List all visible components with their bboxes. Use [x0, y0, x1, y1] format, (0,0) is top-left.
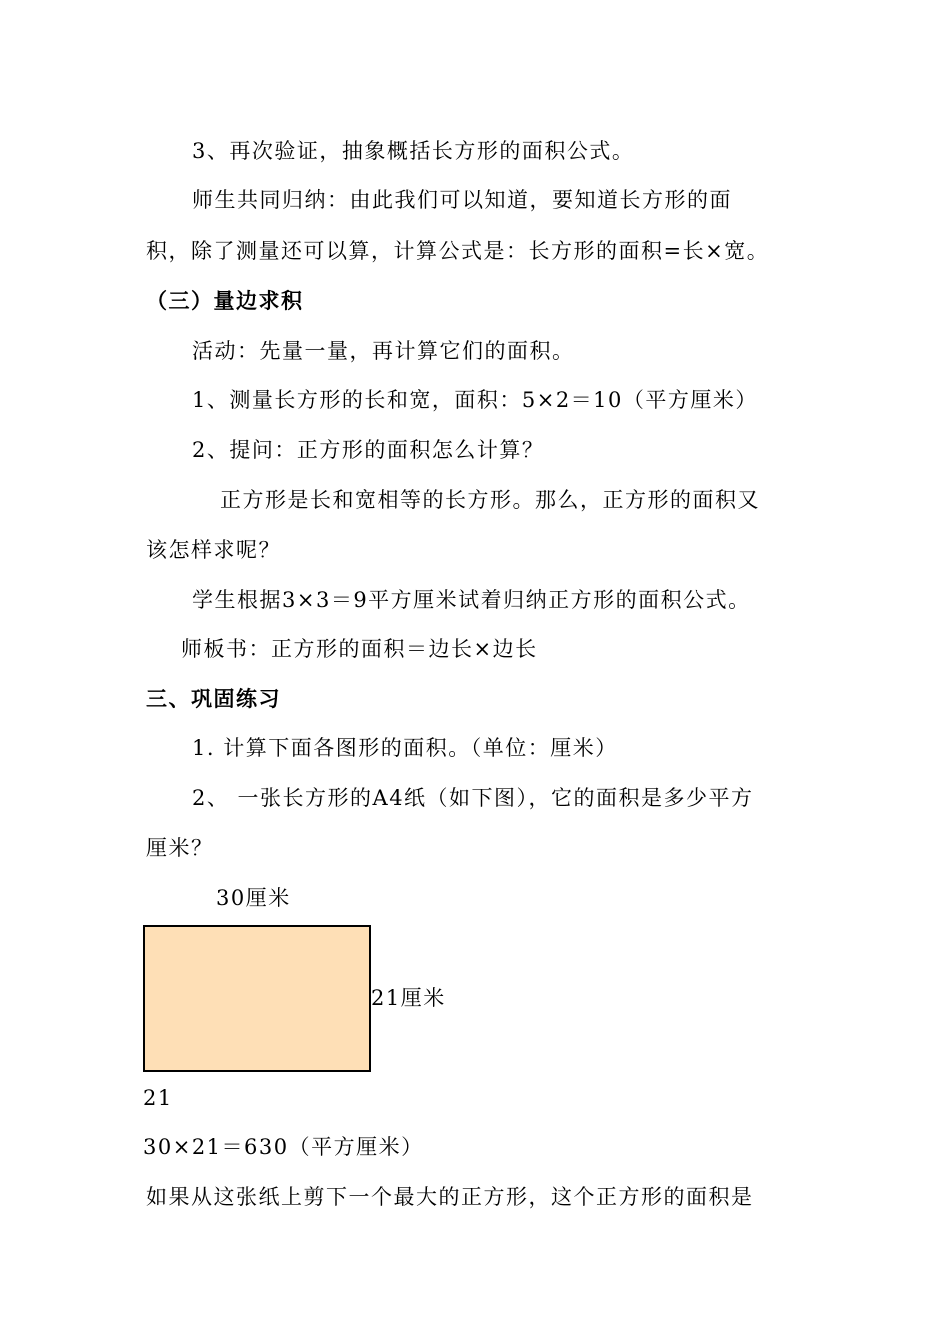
figure-side-label: 21厘米: [371, 986, 446, 1010]
figure-top-label: 30厘米: [216, 886, 291, 910]
line-exercise-1: 1. 计算下面各图形的面积。（单位：厘米）: [192, 736, 618, 760]
line-student-formula: 学生根据3×3＝9平方厘米试着归纳正方形的面积公式。: [192, 588, 751, 612]
section-heading-practice: 三、巩固练习: [146, 687, 281, 711]
line-largest-square: 如果从这张纸上剪下一个最大的正方形，这个正方形的面积是: [146, 1185, 754, 1209]
a4-paper-rectangle: [143, 925, 371, 1072]
line-exercise-2: 2、 一张长方形的A4纸（如下图），它的面积是多少平方: [192, 786, 754, 810]
line-measure-rect: 1、测量长方形的长和宽，面积：5×2＝10（平方厘米）: [192, 388, 758, 412]
line-teacher-board: 师板书：正方形的面积＝边长×边长: [181, 637, 538, 661]
line-summary-1: 师生共同归纳：由此我们可以知道，要知道长方形的面: [192, 188, 732, 212]
line-exercise-2-cont: 厘米？: [146, 836, 214, 860]
line-square-def-1: 正方形是长和宽相等的长方形。那么，正方形的面积又: [220, 488, 760, 512]
line-question: 2、提问：正方形的面积怎么计算？: [192, 438, 545, 462]
line-summary-2: 积，除了测量还可以算，计算公式是：长方形的面积=长×宽。: [146, 239, 770, 263]
line-3-verify: 3、再次验证，抽象概括长方形的面积公式。: [192, 139, 635, 163]
figure-bottom-label: 21: [143, 1086, 173, 1110]
line-activity: 活动：先量一量，再计算它们的面积。: [192, 339, 575, 363]
line-area-calc: 30×21＝630（平方厘米）: [143, 1135, 424, 1159]
line-square-def-2: 该怎样求呢？: [146, 538, 281, 562]
section-heading-measure: （三）量边求积: [146, 289, 304, 313]
